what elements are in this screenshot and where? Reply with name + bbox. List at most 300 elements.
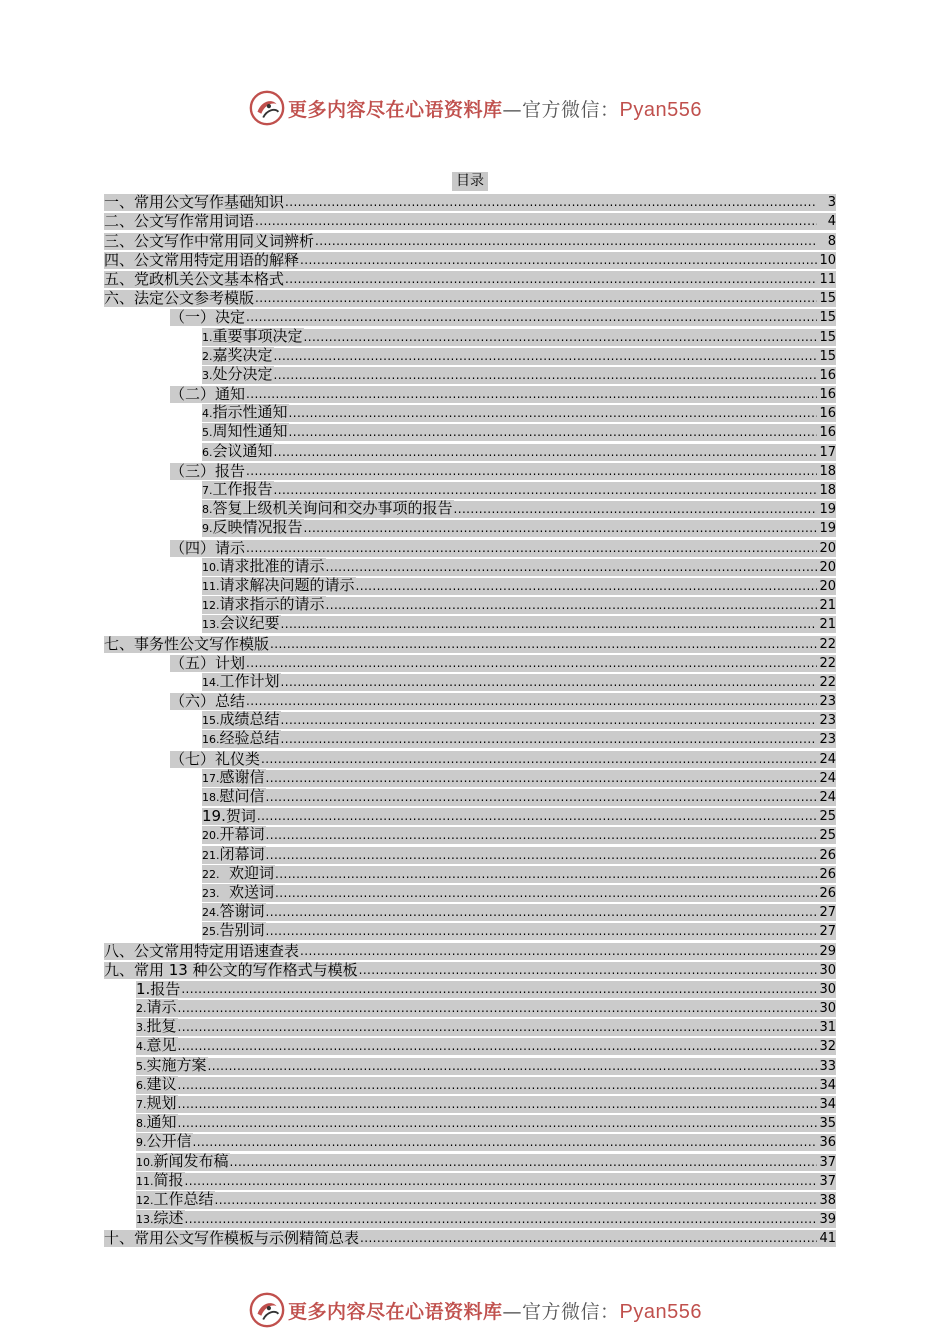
toc-page-number: 41 (817, 1230, 836, 1247)
toc-page-number: 34 (817, 1077, 836, 1094)
toc-leader-dots (274, 482, 817, 499)
toc-page-number: 23 (817, 731, 836, 748)
toc-entry-label (202, 922, 266, 940)
toc-entry-text: 慰问信 (219, 787, 265, 805)
toc-page-number: 30 (817, 1000, 836, 1017)
toc-entry-number: 3. (202, 368, 213, 382)
toc-entry-number: 8. (136, 1117, 147, 1131)
toc-entry-text: 闭幕词 (219, 844, 265, 863)
toc-entry-text: 会议通知 (212, 441, 273, 460)
toc-page-number: 34 (817, 1096, 836, 1113)
toc-entry-label (136, 1095, 178, 1113)
toc-entry[interactable] (202, 518, 836, 537)
toc-entry-label (136, 981, 181, 998)
toc-entry-text: 反映情况报告 (212, 518, 303, 537)
toc-entry-text: 请求批准的请示 (219, 556, 325, 575)
toc-entry-text: 指示性通知 (212, 403, 288, 422)
toc-page-number: 15 (817, 329, 836, 346)
toc-leader-dots (266, 923, 817, 940)
toc-entry-number: 6. (202, 445, 213, 459)
toc-page-number: 17 (817, 444, 836, 461)
toc-leader-dots (274, 348, 817, 365)
toc-entry-text: 周知性通知 (212, 422, 288, 441)
toc-page-number: 23 (817, 693, 836, 710)
toc-leader-dots (300, 252, 817, 269)
toc-entry-label (202, 673, 281, 691)
toc-entry-text: 成绩总结 (219, 710, 280, 729)
toc-entry[interactable] (136, 1151, 836, 1170)
toc-entry-number: 3. (136, 1021, 147, 1035)
toc-entry[interactable] (202, 768, 836, 787)
toc-entry[interactable] (170, 384, 836, 403)
toc-entry[interactable] (136, 1017, 836, 1036)
toc-entry-number: 16. (202, 733, 220, 747)
toc-page-number: 19 (817, 501, 836, 518)
toc-leader-dots (246, 309, 817, 326)
toc-leader-dots (246, 463, 817, 480)
toc-entry-number: 24. (202, 906, 220, 920)
toc-page-number: 20 (817, 540, 836, 557)
toc-entry-label (202, 328, 304, 346)
toc-page-number: 35 (817, 1115, 836, 1132)
toc-entry-label (202, 615, 281, 633)
toc-entry-number: 18. (202, 791, 220, 804)
toc-leader-dots (300, 943, 817, 960)
toc-page-number: 11 (817, 271, 836, 288)
toc-entry-number: 4. (136, 1040, 147, 1054)
toc-entry-label (202, 519, 304, 537)
toc-entry[interactable] (104, 288, 836, 307)
toc-page-number: 37 (817, 1154, 836, 1171)
toc-entry-label (104, 233, 315, 250)
toc-title: 目录 (452, 172, 488, 191)
toc-entry[interactable] (136, 1075, 836, 1094)
toc-entry[interactable] (202, 441, 836, 460)
toc-leader-dots (281, 616, 817, 633)
toc-entry-text: 请求指示的请示 (219, 595, 325, 614)
toc-entry-label (136, 1076, 178, 1094)
toc-leader-dots (266, 904, 817, 921)
toc-entry-label (202, 808, 257, 825)
toc-entry-text: 感谢信 (219, 767, 265, 786)
toc-entry[interactable] (202, 787, 836, 806)
toc-entry-label (136, 1153, 230, 1171)
toc-page-number: 15 (817, 348, 836, 365)
toc-entry[interactable] (136, 1094, 836, 1113)
toc-entry[interactable] (202, 480, 836, 499)
toc-entry-text: 处分决定 (212, 364, 273, 383)
toc-entry-label (202, 846, 266, 864)
toc-entry-label (104, 194, 285, 211)
toc-entry-label (202, 366, 274, 384)
toc-entry-text: 嘉奖决定 (212, 345, 273, 364)
toc-entry-text: 请示 (146, 998, 177, 1017)
toc-leader-dots (185, 1173, 817, 1190)
toc-entry-label (202, 558, 326, 576)
toc-entry[interactable] (202, 557, 836, 576)
toc-entry[interactable] (202, 326, 836, 345)
toc-entry-text: （四）请示 (170, 538, 246, 557)
toc-entry-label (170, 540, 246, 557)
toc-entry[interactable] (136, 1036, 836, 1055)
toc-leader-dots (275, 866, 817, 883)
toc-entry-number: 14. (202, 675, 220, 689)
toc-entry-number: 5. (136, 1059, 147, 1073)
toc-leader-dots (360, 1230, 817, 1247)
toc-leader-dots (178, 1115, 817, 1132)
toc-entry-text: 工作报告 (212, 480, 273, 498)
toc-entry-text: 答复上级机关询问和交办事项的报告 (212, 499, 453, 518)
toc-entry[interactable] (202, 864, 836, 883)
toc-entry-text: 工作总结 (153, 1189, 214, 1208)
toc-entry[interactable] (202, 403, 836, 422)
toc-entry[interactable] (104, 192, 836, 211)
toc-entry-label (202, 500, 454, 518)
toc-leader-dots (315, 233, 817, 250)
toc-page-number: 26 (817, 847, 836, 864)
toc-entry-number: 12. (202, 599, 220, 613)
toc-leader-dots (178, 1077, 817, 1094)
toc-entry-text: 工作计划 (219, 671, 280, 690)
toc-entry-label (104, 290, 255, 307)
toc-page-number: 21 (817, 597, 836, 614)
footer-banner (0, 1290, 950, 1330)
toc-page-number: 3 (817, 194, 836, 211)
toc-page-number: 16 (817, 424, 836, 441)
toc-page-number: 10 (817, 252, 836, 269)
toc-leader-dots (246, 386, 817, 403)
toc-entry-text: 开幕词 (219, 825, 265, 844)
toc-entry-number: 7. (136, 1098, 147, 1111)
toc-entry[interactable] (202, 883, 836, 902)
toc-entry-label (104, 213, 255, 230)
toc-page-number: 24 (817, 789, 836, 806)
toc-entry[interactable] (136, 1190, 836, 1209)
toc-entry[interactable] (104, 269, 836, 288)
toc-entry[interactable] (104, 250, 836, 269)
toc-entry-text: 新闻发布稿 (153, 1151, 229, 1170)
toc-entry-number: 12. (136, 1193, 154, 1207)
toc-leader-dots (454, 501, 817, 518)
toc-entry[interactable] (170, 691, 836, 710)
toc-entry-label (136, 1037, 178, 1055)
toc-entry[interactable] (170, 461, 836, 480)
toc-entry-number: 21. (202, 848, 220, 862)
toc-entry-text: 三、公文写作中常用同义词辨析 (104, 231, 315, 250)
toc-page-number: 20 (817, 578, 836, 595)
toc-page-number: 16 (817, 386, 836, 403)
toc-entry-number: 20. (202, 829, 220, 843)
toc-page-number: 25 (817, 827, 836, 844)
toc-page-number: 21 (817, 616, 836, 633)
toc-entry-label (136, 1057, 208, 1075)
banner-ad-text: 更多内容尽在心语资料库 (288, 1300, 503, 1323)
toc-entry[interactable] (136, 1132, 836, 1151)
toc-leader-dots (246, 655, 817, 672)
toc-page-number: 16 (817, 367, 836, 384)
toc-leader-dots (266, 847, 817, 864)
toc-entry-number: 13. (136, 1213, 154, 1227)
toc-leader-dots (270, 636, 817, 653)
toc-page-number: 26 (817, 866, 836, 883)
banner-wechat-label: 官方微信： (522, 1300, 620, 1323)
banner-ad-text: 更多内容尽在心语资料库 (288, 98, 503, 121)
toc-entry-label (202, 826, 266, 844)
toc-entry-text: 告别词 (219, 921, 265, 940)
toc-entry-label (104, 1230, 360, 1247)
toc-page-number: 30 (817, 981, 836, 998)
toc-page-number: 32 (817, 1038, 836, 1055)
toc-entry-text: 经验总结 (219, 729, 280, 748)
toc-leader-dots (289, 424, 817, 441)
header-banner (0, 88, 950, 128)
toc-entry-number: 15. (202, 714, 220, 728)
toc-entry[interactable] (136, 1209, 836, 1228)
toc-leader-dots (266, 789, 817, 806)
toc-entry[interactable] (104, 633, 836, 652)
table-of-contents (0, 192, 950, 1247)
toc-page-number: 22 (817, 674, 836, 691)
toc-page-number: 23 (817, 712, 836, 729)
toc-entry-number: 8. (202, 503, 213, 517)
toc-entry-text: 公开信 (146, 1132, 192, 1151)
toc-leader-dots (356, 578, 817, 595)
toc-entry[interactable] (202, 825, 836, 844)
toc-page-number: 37 (817, 1173, 836, 1190)
toc-entry-number: 11. (136, 1174, 154, 1188)
toc-entry[interactable] (202, 902, 836, 921)
toc-entry-text: 批复 (146, 1017, 177, 1036)
toc-entry-label (202, 730, 281, 748)
toc-entry-number: 22. (202, 867, 220, 881)
toc-entry-label (136, 999, 178, 1017)
toc-entry-label (202, 423, 289, 441)
toc-page-number: 22 (817, 636, 836, 653)
toc-entry-text: 意见 (146, 1036, 177, 1055)
toc-entry-number: 2. (136, 1002, 147, 1016)
toc-entry[interactable] (136, 1171, 836, 1190)
toc-entry-number: 23. (202, 886, 220, 900)
toc-entry-text: 五、党政机关公文基本格式 (104, 269, 285, 288)
toc-entry-text: 19.贺词 (202, 807, 256, 826)
toc-entry-number: 6. (136, 1078, 147, 1092)
toc-entry-label (136, 1114, 178, 1132)
toc-leader-dots (326, 597, 817, 614)
toc-entry-label (202, 481, 274, 499)
toc-leader-dots (208, 1058, 817, 1075)
toc-leader-dots (230, 1154, 817, 1171)
toc-entry-label (170, 751, 261, 768)
toc-entry[interactable] (170, 748, 836, 767)
toc-entry-text: 综述 (153, 1209, 184, 1228)
toc-entry-label (202, 577, 356, 595)
toc-page-number: 26 (817, 885, 836, 902)
toc-leader-dots (285, 271, 817, 288)
toc-entry-text: 通知 (146, 1113, 177, 1132)
toc-page-number: 31 (817, 1019, 836, 1036)
toc-page-number: 27 (817, 923, 836, 940)
toc-entry-text: 八、公文常用特定用语速查表 (104, 941, 300, 960)
toc-entry-label (202, 596, 326, 614)
toc-page-number: 16 (817, 405, 836, 422)
toc-leader-dots (266, 770, 817, 787)
toc-leader-dots (193, 1134, 817, 1151)
toc-leader-dots (266, 827, 817, 844)
toc-page-number: 25 (817, 808, 836, 825)
toc-entry[interactable] (170, 653, 836, 672)
toc-entry-text: 1.报告 (136, 979, 181, 998)
toc-leader-dots (261, 751, 817, 768)
toc-page-number: 15 (817, 290, 836, 307)
toc-entry-number: 1. (202, 330, 213, 344)
toc-entry[interactable] (136, 1113, 836, 1132)
toc-entry[interactable] (136, 1055, 836, 1074)
toc-entry-label (136, 1133, 193, 1151)
toc-entry[interactable] (202, 346, 836, 365)
toc-entry-label (202, 443, 274, 461)
toc-entry[interactable] (202, 499, 836, 518)
toc-entry[interactable] (202, 844, 836, 863)
toc-entry[interactable] (104, 960, 836, 979)
toc-page-number: 24 (817, 751, 836, 768)
toc-entry-number: 5. (202, 426, 213, 440)
toc-entry[interactable] (170, 307, 836, 326)
toc-entry-number: 17. (202, 771, 220, 785)
toc-entry-label (104, 252, 300, 269)
banner-wechat-id: Pyan556 (619, 1300, 702, 1323)
toc-entry-text: （一）决定 (170, 308, 246, 327)
toc-page-number: 30 (817, 962, 836, 979)
toc-entry[interactable] (202, 729, 836, 748)
toc-entry-label (202, 711, 281, 729)
toc-entry-text: 七、事务性公文写作模版 (104, 634, 270, 653)
toc-page-number: 15 (817, 309, 836, 326)
toc-entry-text: 二、公文写作常用词语 (104, 212, 255, 231)
toc-leader-dots (326, 559, 817, 576)
toc-entry[interactable] (202, 672, 836, 691)
toc-entry[interactable] (202, 921, 836, 940)
toc-entry-label (136, 1210, 185, 1228)
toc-leader-dots (304, 520, 817, 537)
toc-entry-label (136, 1191, 215, 1209)
toc-leader-dots (359, 962, 817, 979)
toc-entry-label (104, 636, 270, 653)
toc-leader-dots (281, 731, 817, 748)
toc-entry[interactable] (104, 211, 836, 230)
toc-page-number: 33 (817, 1058, 836, 1075)
toc-entry-label (170, 386, 246, 403)
toc-page-number: 36 (817, 1134, 836, 1151)
banner-dash: — (502, 1300, 523, 1323)
toc-leader-dots (257, 808, 817, 825)
toc-entry[interactable] (170, 537, 836, 556)
toc-entry[interactable] (104, 230, 836, 249)
toc-page-number: 19 (817, 520, 836, 537)
toc-entry-label (136, 1172, 185, 1190)
toc-entry-text: 一、常用公文写作基础知识 (104, 193, 285, 212)
toc-entry-text: 重要事项决定 (212, 326, 303, 345)
toc-entry-text: 四、公文常用特定用语的解释 (104, 250, 300, 269)
toc-entry-label (170, 655, 246, 672)
toc-entry-text: （五）计划 (170, 653, 246, 672)
toc-leader-dots (215, 1192, 817, 1209)
toc-entry-text: 建议 (146, 1074, 177, 1093)
toc-leader-dots (246, 540, 817, 557)
toc-entry-number: 13. (202, 618, 220, 632)
toc-leader-dots (255, 213, 817, 230)
toc-entry-label (202, 788, 266, 806)
toc-entry[interactable] (202, 595, 836, 614)
toc-entry-label (104, 962, 359, 979)
toc-page-number: 39 (817, 1211, 836, 1228)
banner-wechat-id: Pyan556 (619, 98, 702, 121)
toc-entry-text: （七）礼仪类 (170, 749, 261, 768)
toc-entry[interactable] (104, 1228, 836, 1247)
toc-entry[interactable] (202, 710, 836, 729)
toc-entry[interactable] (136, 998, 836, 1017)
toc-entry-text: 欢迎词 (219, 863, 275, 882)
toc-entry-text: 规划 (146, 1094, 177, 1112)
toc-entry[interactable] (104, 940, 836, 959)
toc-entry-number: 10. (136, 1155, 154, 1169)
toc-entry-text: 十、常用公文写作模板与示例精简总表 (104, 1229, 360, 1248)
toc-entry[interactable] (202, 806, 836, 825)
toc-page-number: 22 (817, 655, 836, 672)
toc-entry[interactable] (202, 576, 836, 595)
toc-entry-text: 会议纪要 (219, 614, 280, 633)
toc-leader-dots (274, 367, 817, 384)
toc-entry-number: 4. (202, 407, 213, 421)
toc-leader-dots (255, 290, 817, 307)
banner-dash: — (502, 98, 523, 121)
toc-leader-dots (275, 885, 817, 902)
toc-entry-number: 9. (202, 522, 213, 536)
toc-entry[interactable] (202, 365, 836, 384)
toc-leader-dots (274, 444, 817, 461)
toc-entry-text: 欢送词 (219, 882, 275, 901)
toc-entry-text: （二）通知 (170, 385, 246, 404)
toc-page-number: 8 (817, 233, 836, 250)
toc-entry-text: （六）总结 (170, 692, 246, 711)
toc-entry[interactable] (202, 614, 836, 633)
toc-page-number: 4 (817, 213, 836, 230)
toc-entry[interactable] (202, 422, 836, 441)
toc-entry-label (202, 865, 275, 883)
toc-leader-dots (246, 693, 817, 710)
toc-leader-dots (281, 674, 817, 691)
toc-leader-dots (181, 981, 817, 998)
toc-page-number: 20 (817, 559, 836, 576)
toc-leader-dots (178, 1019, 817, 1036)
toc-entry-label (202, 884, 275, 902)
toc-entry-number: 10. (202, 560, 220, 574)
toc-entry-label (170, 309, 246, 326)
toc-entry-label (202, 903, 266, 921)
toc-entry-text: 实施方案 (146, 1055, 207, 1074)
toc-entry-number: 11. (202, 579, 220, 593)
toc-entry-number: 2. (202, 349, 213, 363)
toc-leader-dots (185, 1211, 817, 1228)
toc-entry-label (170, 693, 246, 710)
toc-entry[interactable] (136, 979, 836, 998)
toc-leader-dots (289, 405, 817, 422)
toc-leader-dots (178, 1000, 817, 1017)
toc-entry-label (104, 271, 285, 288)
toc-entry-text: 六、法定公文参考模版 (104, 289, 255, 308)
toc-page-number: 27 (817, 904, 836, 921)
toc-page-number: 18 (817, 463, 836, 480)
toc-page-number: 24 (817, 770, 836, 787)
